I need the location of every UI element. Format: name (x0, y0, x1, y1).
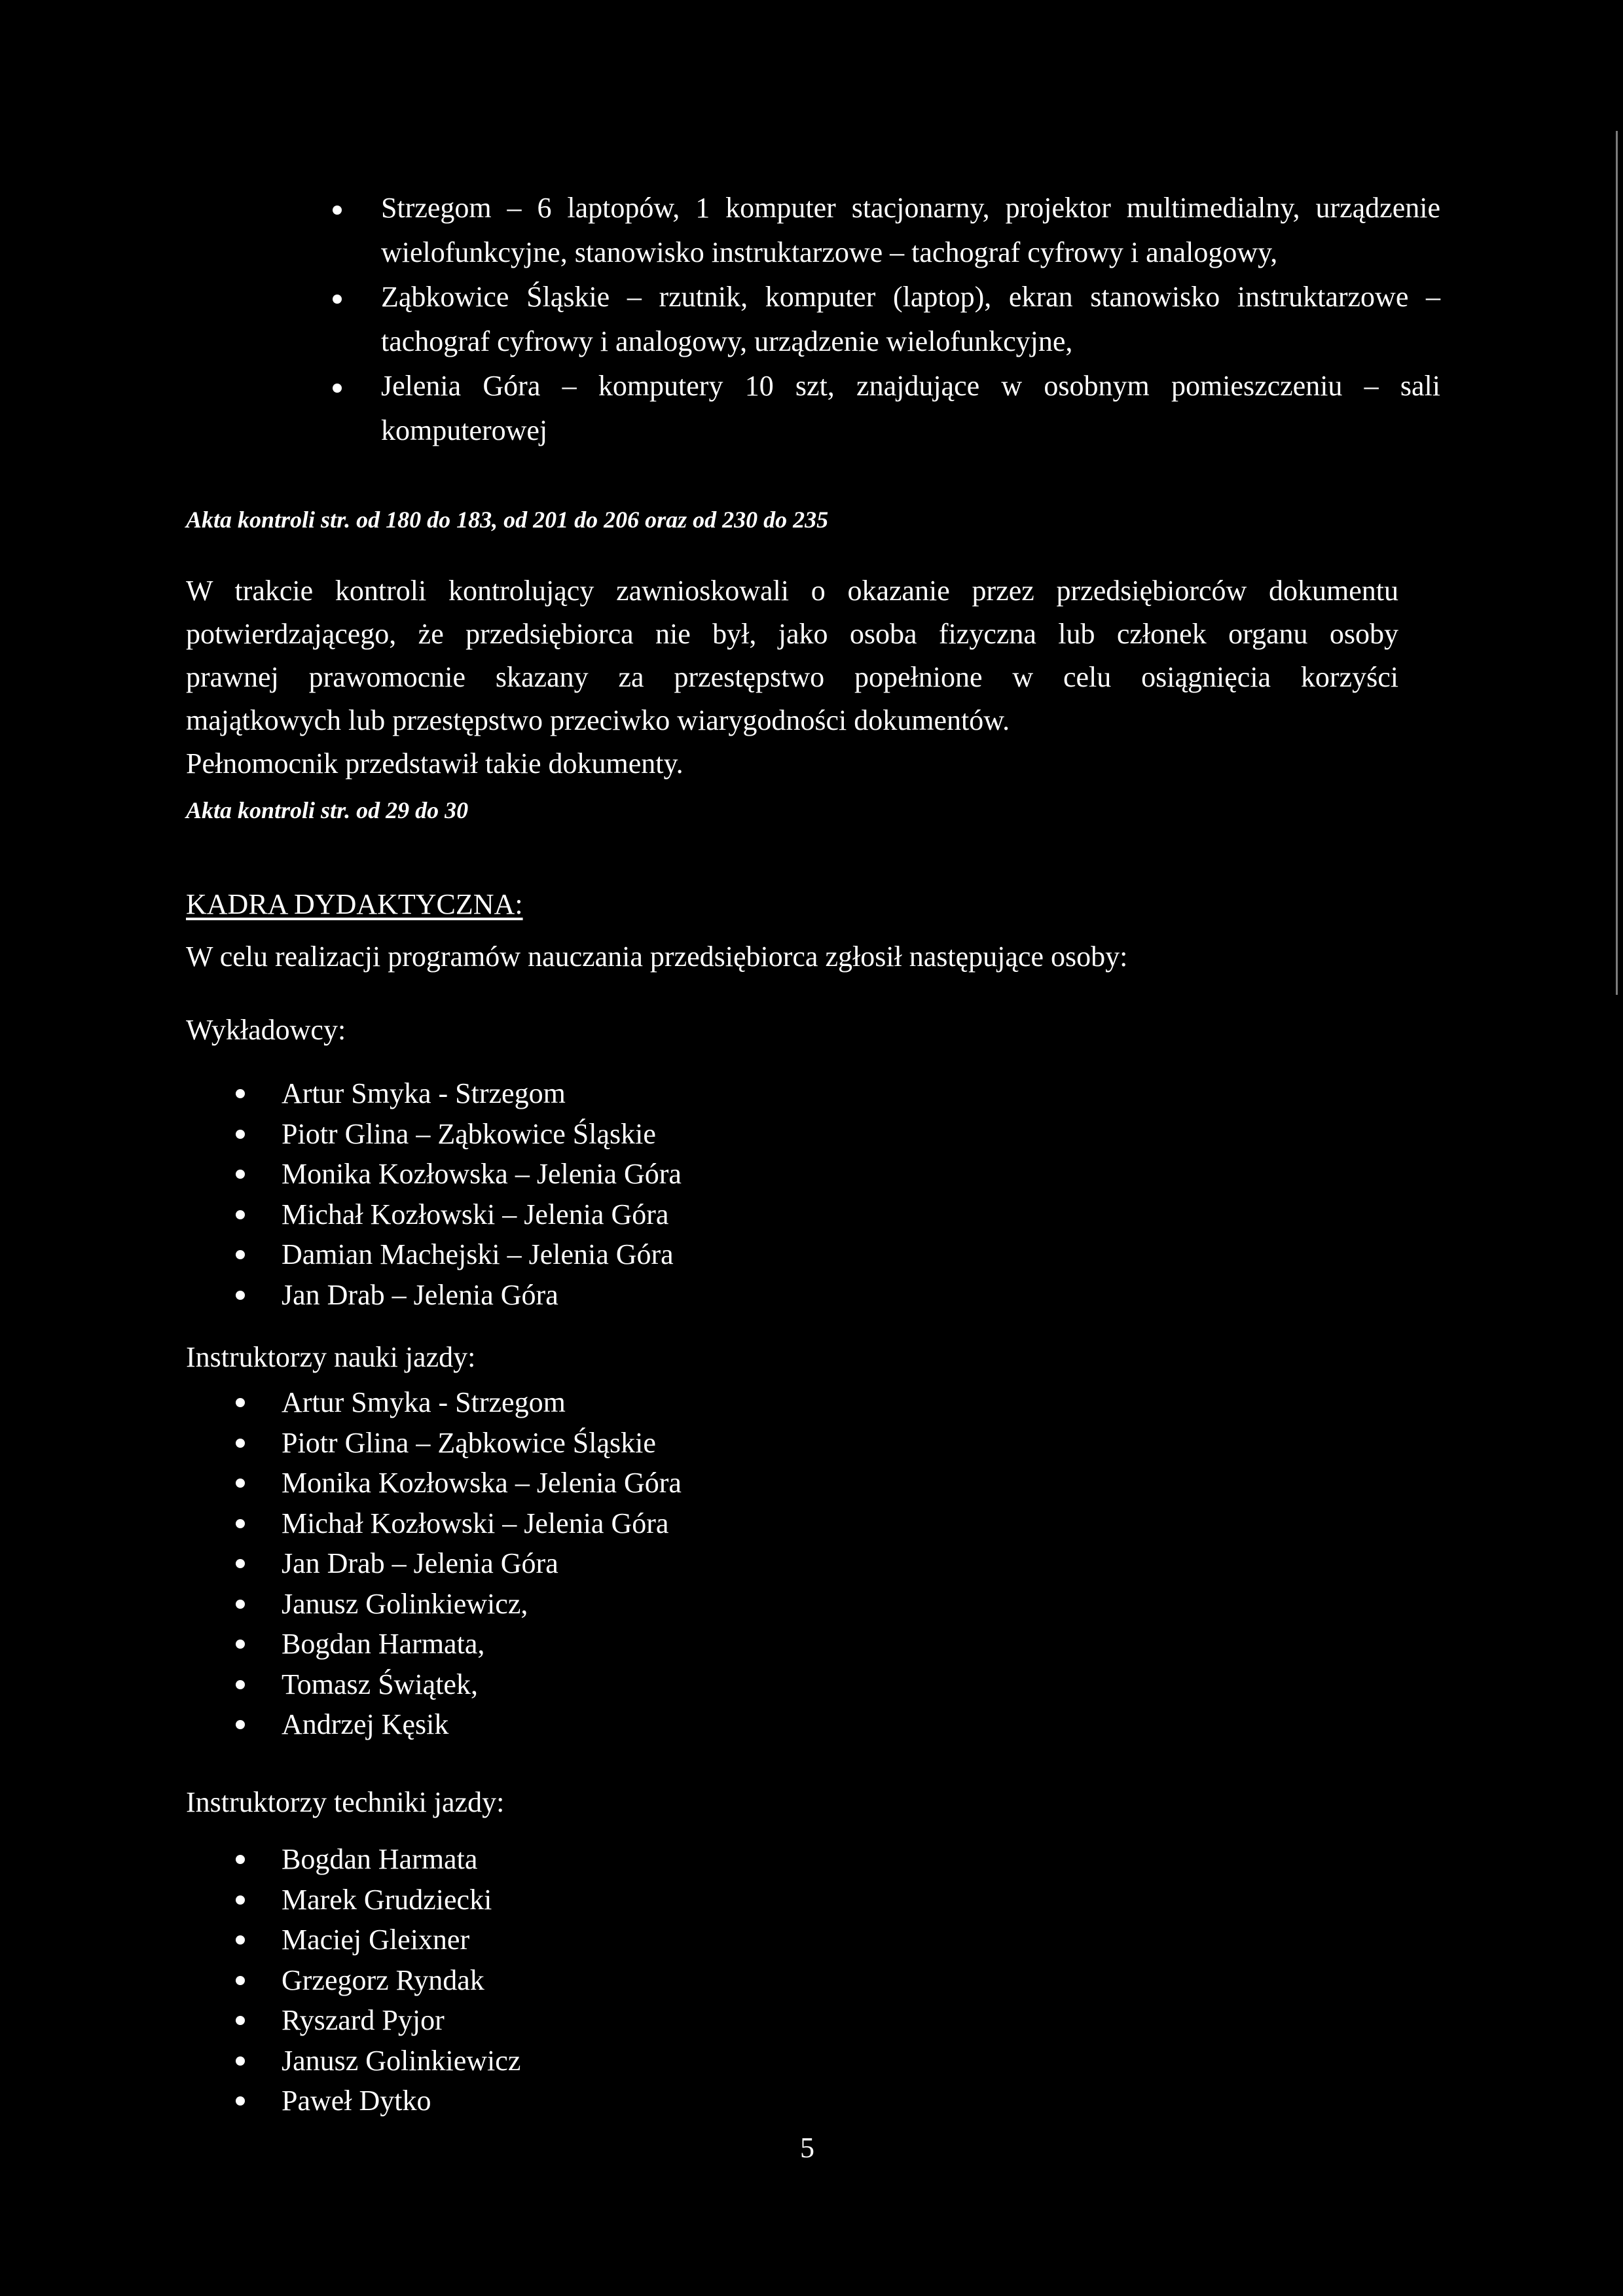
person-name: Damian Machejski – Jelenia Góra (282, 1238, 674, 1270)
bullet-icon (236, 1170, 245, 1179)
bullet-icon (236, 2056, 245, 2066)
person-name: Janusz Golinkiewicz, (282, 1587, 528, 1620)
bullet-icon (333, 206, 342, 215)
driving-instructors-label: Instruktorzy nauki jazdy: (186, 1341, 476, 1373)
person-name: Michał Kozłowski – Jelenia Góra (282, 1507, 669, 1539)
person-name: Maciej Gleixner (282, 1924, 470, 1956)
file-reference: Akta kontroli str. od 29 do 30 (186, 797, 469, 823)
list-item (236, 1503, 682, 1544)
equipment-text: Jelenia Góra – komputery 10 szt, znajdujące w osobnym pomieszczeniu – sali komputerowej (381, 370, 1440, 446)
bullet-icon (236, 1519, 245, 1528)
person-name: Bogdan Harmata (282, 1843, 478, 1875)
list-item (236, 1463, 682, 1503)
paragraph-line: majątkowych lub przestępstwo przeciwko wiarygodności dokumentów. (186, 704, 1010, 736)
list-item (236, 1543, 682, 1584)
equipment-list (327, 186, 1440, 453)
equipment-item-strzegom (327, 186, 1440, 275)
list-item (236, 1382, 682, 1423)
person-name: Paweł Dytko (282, 2085, 431, 2117)
person-name: Bogdan Harmata, (282, 1628, 485, 1660)
bullet-icon (236, 2016, 245, 2025)
list-item (236, 1234, 682, 1275)
equipment-item-jelenia-gora (327, 364, 1440, 453)
person-name: Jan Drab – Jelenia Góra (282, 1547, 558, 1579)
equipment-text: Strzegom – 6 laptopów, 1 komputer stacjonarny, projektor multimedialny, urządzenie wielofunkcyjne, stanowisko instruktarzowe – tachograf cyfrowy i analogowy, (381, 192, 1440, 268)
paragraph-line: W trakcie kontroli kontrolujący zawnioskowali o okazanie przez przedsiębiorców dokumentu (186, 575, 1398, 607)
list-item (236, 1704, 682, 1745)
person-name: Grzegorz Ryndak (282, 1964, 484, 1996)
paragraph-line: Pełnomocnik przedstawił takie dokumenty. (186, 747, 684, 780)
list-item (236, 1960, 520, 2001)
list-item (236, 1624, 682, 1664)
person-name: Piotr Glina – Ząbkowice Śląskie (282, 1117, 656, 1150)
list-item (236, 1275, 682, 1316)
person-name: Tomasz Świątek, (282, 1668, 478, 1700)
person-name: Piotr Glina – Ząbkowice Śląskie (282, 1426, 656, 1459)
lecturers-label: Wykładowcy: (186, 1014, 346, 1046)
list-item (236, 1920, 520, 1960)
person-name: Monika Kozłowska – Jelenia Góra (282, 1158, 682, 1190)
bullet-icon (236, 1089, 245, 1098)
inspection-paragraph (186, 569, 1398, 785)
person-name: Marek Grudziecki (282, 1883, 492, 1916)
person-name: Artur Smyka - Strzegom (282, 1077, 566, 1109)
person-name: Michał Kozłowski – Jelenia Góra (282, 1198, 669, 1230)
page-number: 5 (800, 2132, 814, 2164)
person-name: Jan Drab – Jelenia Góra (282, 1278, 558, 1311)
bullet-icon (236, 1600, 245, 1609)
bullet-icon (236, 1291, 245, 1300)
lecturers-list (236, 1073, 682, 1315)
person-name: Ryszard Pyjor (282, 2004, 445, 2036)
bullet-icon (333, 384, 342, 393)
bullet-icon (236, 1130, 245, 1139)
bullet-icon (236, 1398, 245, 1407)
bullet-icon (236, 1855, 245, 1864)
bullet-icon (236, 1250, 245, 1259)
bullet-icon (236, 1935, 245, 1945)
bullet-icon (236, 1210, 245, 1219)
paragraph-line: prawnej prawomocnie skazany za przestępstwo popełnione w celu osiągnięcia korzyści (186, 661, 1398, 693)
equipment-text: Ząbkowice Śląskie – rzutnik, komputer (laptop), ekran stanowisko instruktarzowe – tachograf cyfrowy i analogowy, urządzenie wielofunkcyjne, (381, 281, 1440, 357)
bullet-icon (333, 295, 342, 304)
margin-line (1616, 131, 1618, 995)
list-item (236, 1880, 520, 1920)
technique-instructors-list (236, 1839, 520, 2121)
file-reference: Akta kontroli str. od 180 do 183, od 201 do 206 oraz od 230 do 235 (186, 507, 829, 533)
bullet-icon (236, 1895, 245, 1905)
bullet-icon (236, 1976, 245, 1985)
list-item (236, 1839, 520, 1880)
list-item (236, 1073, 682, 1114)
list-item (236, 2081, 520, 2121)
driving-instructors-list (236, 1382, 682, 1745)
person-name: Artur Smyka - Strzegom (282, 1386, 566, 1418)
list-item (236, 2041, 520, 2081)
bullet-icon (236, 1640, 245, 1649)
section-heading: KADRA DYDAKTYCZNA: (186, 888, 523, 920)
list-item (236, 1423, 682, 1463)
list-item (236, 2000, 520, 2041)
list-item (236, 1584, 682, 1624)
list-item (236, 1114, 682, 1155)
list-item (236, 1154, 682, 1194)
person-name: Monika Kozłowska – Jelenia Góra (282, 1467, 682, 1499)
bullet-icon (236, 1479, 245, 1488)
list-item (236, 1664, 682, 1705)
person-name: Janusz Golinkiewicz (282, 2044, 521, 2077)
person-name: Andrzej Kęsik (282, 1708, 449, 1740)
bullet-icon (236, 2096, 245, 2106)
paragraph-line: potwierdzającego, że przedsiębiorca nie był, jako osoba fizyczna lub członek organu osoby (186, 618, 1398, 650)
equipment-item-zabkowice (327, 275, 1440, 364)
bullet-icon (236, 1720, 245, 1729)
bullet-icon (236, 1680, 245, 1689)
bullet-icon (236, 1439, 245, 1448)
bullet-icon (236, 1559, 245, 1568)
technique-instructors-label: Instruktorzy techniki jazdy: (186, 1786, 505, 1818)
list-item (236, 1194, 682, 1235)
section-intro: W celu realizacji programów nauczania przedsiębiorca zgłosił następujące osoby: (186, 941, 1128, 973)
